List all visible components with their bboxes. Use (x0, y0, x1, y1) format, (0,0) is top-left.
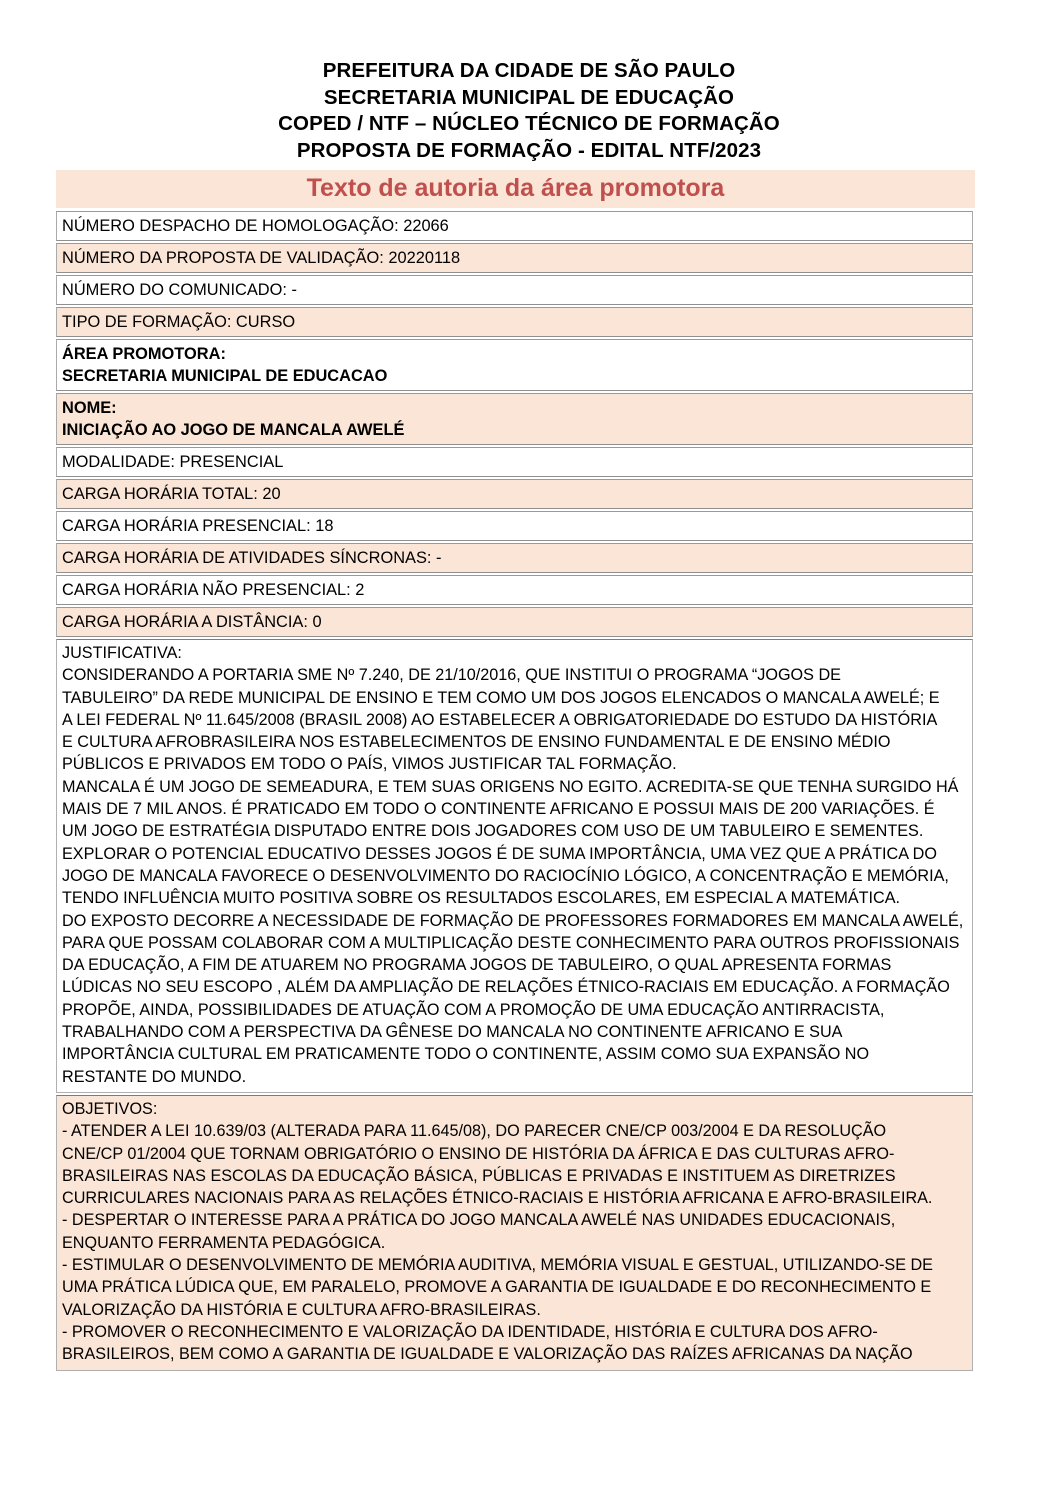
field-label: CARGA HORÁRIA DE ATIVIDADES SÍNCRONAS: - (62, 549, 442, 567)
header-line-1: PREFEITURA DA CIDADE DE SÃO PAULO (322, 59, 736, 82)
field-row (56, 275, 973, 305)
field-row (56, 307, 973, 337)
field-row (56, 575, 973, 605)
justificativa-line: E CULTURA AFROBRASILEIRA NOS ESTABELECIMENTOS DE ENSINO FUNDAMENTAL E DE ENSINO MÉDIO (62, 733, 891, 752)
justificativa-line: TENDO INFLUÊNCIA MUITO POSITIVA SOBRE OS RESULTADOS ESCOLARES, EM ESPECIAL A MATEMÁTICA. (62, 889, 901, 908)
field-row (56, 243, 973, 273)
header-line-2: SECRETARIA MUNICIPAL DE EDUCAÇÃO (323, 85, 735, 109)
objetivos-block (56, 1095, 973, 1371)
justificativa-line: MAIS DE 7 MIL ANOS. É PRATICADO EM TODO O CONTINENTE AFRICANO E POSSUI MAIS DE 200 VARIAÇÕES. É (62, 800, 935, 819)
field-value: SECRETARIA MUNICIPAL DE EDUCACAO (62, 367, 388, 385)
justificativa-line: RESTANTE DO MUNDO. (62, 1067, 247, 1086)
field-row (56, 511, 973, 541)
field-label: ÁREA PROMOTORA: (62, 345, 226, 363)
objetivos-line: UMA PRÁTICA LÚDICA QUE, EM PARALELO, PROMOVE A GARANTIA DE IGUALDADE E DO RECONHECIMENTO E (62, 1278, 932, 1297)
field-label: NÚMERO DESPACHO DE HOMOLOGAÇÃO: 22066 (62, 217, 449, 235)
authorship-banner (56, 170, 975, 208)
header-line-4: PROPOSTA DE FORMAÇÃO - EDITAL NTF/2023 (296, 138, 762, 162)
field-label: NÚMERO DO COMUNICADO: - (62, 281, 297, 299)
justificativa-line: PARA QUE POSSAM COLABORAR COM A MULTIPLICAÇÃO DESTE CONHECIMENTO PARA OUTROS PROFISSIONAIS (62, 933, 960, 952)
objetivos-line: CURRICULARES NACIONAIS PARA AS RELAÇÕES ÉTNICO-RACIAIS E HISTÓRIA AFRICANA E AFRO-BRASILEIRA. (62, 1189, 933, 1208)
fields-table (56, 211, 973, 637)
objetivos-line: - DESPERTAR O INTERESSE PARA A PRÁTICA DO JOGO MANCALA AWELÉ NAS UNIDADES EDUCACIONAIS, (62, 1211, 896, 1230)
field-row (56, 393, 973, 445)
authorship-banner-label: Texto de autoria da área promotora (306, 174, 725, 202)
header-line-3: COPED / NTF – NÚCLEO TÉCNICO DE FORMAÇÃO (278, 112, 780, 135)
justificativa-line: EXPLORAR O POTENCIAL EDUCATIVO DESSES JOGOS É DE SUMA IMPORTÂNCIA, UMA VEZ QUE A PRÁTICA DO (62, 844, 937, 863)
justificativa-line: MANCALA É UM JOGO DE SEMEADURA, E TEM SUAS ORIGENS NO EGITO. ACREDITA-SE QUE TENHA SURGIDO HÁ (62, 777, 959, 796)
field-value: INICIAÇÃO AO JOGO DE MANCALA AWELÉ (62, 421, 405, 439)
objetivos-line: CNE/CP 01/2004 QUE TORNAM OBRIGATÓRIO O ENSINO DE HISTÓRIA DA ÁFRICA E DAS CULTURAS AFRO- (62, 1144, 895, 1163)
objetivos-line: - PROMOVER O RECONHECIMENTO E VALORIZAÇÃO DA IDENTIDADE, HISTÓRIA E CULTURA DOS AFRO- (62, 1322, 878, 1341)
justificativa-heading: JUSTIFICATIVA: (62, 644, 182, 662)
objetivos-line: - ATENDER A LEI 10.639/03 (ALTERADA PARA 11.645/08), DO PARECER CNE/CP 003/2004 E DA RESOLUÇÃO (62, 1122, 887, 1141)
objetivos-line: BRASILEIRAS NAS ESCOLAS DA EDUCAÇÃO BÁSICA, PÚBLICAS E PRIVADAS E INSTITUEM AS DIRETRIZES (62, 1166, 896, 1185)
field-row (56, 479, 973, 509)
objetivos-line: - ESTIMULAR O DESENVOLVIMENTO DE MEMÓRIA AUDITIVA, MEMÓRIA VISUAL E GESTUAL, UTILIZANDO-SE DE (62, 1256, 933, 1275)
justificativa-line: IMPORTÂNCIA CULTURAL EM PRATICAMENTE TODO O CONTINENTE, ASSIM COMO SUA EXPANSÃO NO (62, 1045, 870, 1064)
justificativa-line: JOGO DE MANCALA FAVORECE O DESENVOLVIMENTO DO RACIOCÍNIO LÓGICO, A CONCENTRAÇÃO E MEMÓRIA, (62, 866, 949, 885)
document-header (0, 0, 1058, 164)
justificativa-line: CONSIDERANDO A PORTARIA SME Nº 7.240, DE 21/10/2016, QUE INSTITUI O PROGRAMA “JOGOS DE (62, 666, 841, 685)
justificativa-line: TABULEIRO” DA REDE MUNICIPAL DE ENSINO E TEM COMO UM DOS JOGOS ELENCADOS O MANCALA AWELÉ; E (62, 688, 940, 707)
field-label: NOME: (62, 399, 117, 417)
field-label: CARGA HORÁRIA TOTAL: 20 (62, 485, 281, 503)
field-label: MODALIDADE: PRESENCIAL (62, 453, 284, 471)
justificativa-line: UM JOGO DE ESTRATÉGIA DISPUTADO ENTRE DOIS JOGADORES COM USO DE UM TABULEIRO E SEMENTES. (62, 822, 924, 841)
field-label: CARGA HORÁRIA PRESENCIAL: 18 (62, 517, 334, 535)
field-label: TIPO DE FORMAÇÃO: CURSO (62, 313, 296, 331)
field-row (56, 607, 973, 637)
objetivos-line: VALORIZAÇÃO DA HISTÓRIA E CULTURA AFRO-BRASILEIRAS. (62, 1300, 541, 1319)
objetivos-line: ENQUANTO FERRAMENTA PEDAGÓGICA. (62, 1233, 386, 1252)
objetivos-line: BRASILEIROS, BEM COMO A GARANTIA DE IGUALDADE E VALORIZAÇÃO DAS RAÍZES AFRICANAS DA NAÇÃO (62, 1345, 913, 1364)
justificativa-line: LÚDICAS NO SEU ESCOPO , ALÉM DA AMPLIAÇÃO DE RELAÇÕES ÉTNICO-RACIAIS EM EDUCAÇÃO. A FORMAÇÃO (62, 978, 950, 997)
justificativa-line: DO EXPOSTO DECORRE A NECESSIDADE DE FORMAÇÃO DE PROFESSORES FORMADORES EM MANCALA AWELÉ, (62, 911, 964, 930)
field-row (56, 447, 973, 477)
field-row (56, 211, 973, 241)
field-label: CARGA HORÁRIA NÃO PRESENCIAL: 2 (62, 581, 365, 599)
field-row (56, 543, 973, 573)
justificativa-line: PÚBLICOS E PRIVADOS EM TODO O PAÍS, VIMOS JUSTIFICAR TAL FORMAÇÃO. (62, 755, 677, 774)
justificativa-line: A LEI FEDERAL Nº 11.645/2008 (BRASIL 2008) AO ESTABELECER A OBRIGATORIEDADE DO ESTUDO DA HISTÓRIA (62, 710, 938, 729)
objetivos-heading: OBJETIVOS: (62, 1099, 158, 1118)
field-row (56, 339, 973, 391)
justificativa-line: PROPÕE, AINDA, POSSIBILIDADES DE ATUAÇÃO COM A PROMOÇÃO DE UMA EDUCAÇÃO ANTIRRACISTA, (62, 1000, 885, 1019)
justificativa-block (56, 639, 973, 1093)
field-label: CARGA HORÁRIA A DISTÂNCIA: 0 (62, 613, 322, 631)
field-label: NÚMERO DA PROPOSTA DE VALIDAÇÃO: 20220118 (62, 249, 461, 267)
justificativa-line: TRABALHANDO COM A PERSPECTIVA DA GÊNESE DO MANCALA NO CONTINENTE AFRICANO E SUA (62, 1023, 843, 1042)
justificativa-line: DA EDUCAÇÃO, A FIM DE ATUAREM NO PROGRAMA JOGOS DE TABULEIRO, O QUAL APRESENTA FORMAS (62, 956, 892, 975)
